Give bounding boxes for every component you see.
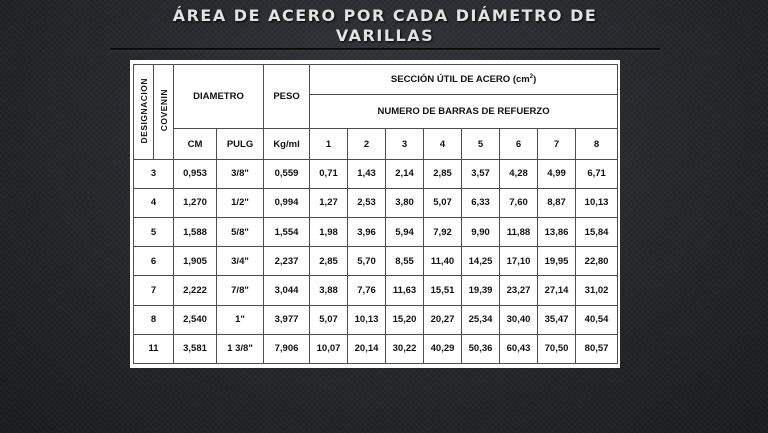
header-kg-ml: Kg/ml bbox=[264, 129, 310, 159]
cell-area: 3,57 bbox=[462, 159, 500, 188]
cell-area: 9,90 bbox=[462, 217, 500, 246]
cell-area: 2,85 bbox=[310, 247, 348, 276]
cell-area: 7,60 bbox=[500, 188, 538, 217]
rebar-table-panel bbox=[130, 60, 620, 368]
cell-area: 30,22 bbox=[386, 334, 424, 363]
cell-area: 70,50 bbox=[538, 334, 576, 363]
cell-area: 23,27 bbox=[500, 276, 538, 305]
table-row bbox=[134, 276, 618, 305]
cell-area: 6,33 bbox=[462, 188, 500, 217]
rebar-area-table bbox=[133, 64, 618, 364]
cell-area: 4,99 bbox=[538, 159, 576, 188]
cell-area: 19,39 bbox=[462, 276, 500, 305]
cell-cm: 1,588 bbox=[174, 217, 217, 246]
header-row-1 bbox=[134, 65, 618, 95]
table-row bbox=[134, 188, 618, 217]
header-bar-count: 5 bbox=[462, 129, 500, 159]
cell-pulg: 3/4" bbox=[217, 247, 264, 276]
cell-area: 11,40 bbox=[424, 247, 462, 276]
cell-area: 15,84 bbox=[576, 217, 618, 246]
header-bar-count: 6 bbox=[500, 129, 538, 159]
cell-area: 60,43 bbox=[500, 334, 538, 363]
header-bar-count: 2 bbox=[348, 129, 386, 159]
header-bar-count: 4 bbox=[424, 129, 462, 159]
cell-area: 5,70 bbox=[348, 247, 386, 276]
cell-area: 15,20 bbox=[386, 305, 424, 334]
cell-area: 19,95 bbox=[538, 247, 576, 276]
cell-pulg: 3/8" bbox=[217, 159, 264, 188]
cell-area: 7,92 bbox=[424, 217, 462, 246]
cell-designacion: 7 bbox=[134, 276, 174, 305]
cell-area: 3,80 bbox=[386, 188, 424, 217]
cell-area: 8,87 bbox=[538, 188, 576, 217]
cell-peso: 7,906 bbox=[264, 334, 310, 363]
cell-area: 20,14 bbox=[348, 334, 386, 363]
cell-area: 80,57 bbox=[576, 334, 618, 363]
cell-cm: 3,581 bbox=[174, 334, 217, 363]
cell-area: 1,43 bbox=[348, 159, 386, 188]
cell-area: 2,85 bbox=[424, 159, 462, 188]
cell-area: 1,27 bbox=[310, 188, 348, 217]
cell-area: 11,88 bbox=[500, 217, 538, 246]
cell-area: 7,76 bbox=[348, 276, 386, 305]
cell-area: 10,13 bbox=[576, 188, 618, 217]
header-designacion: DESIGNACION bbox=[134, 65, 154, 160]
cell-area: 25,34 bbox=[462, 305, 500, 334]
header-diametro: DIAMETRO bbox=[174, 65, 264, 129]
cell-peso: 1,554 bbox=[264, 217, 310, 246]
cell-area: 10,07 bbox=[310, 334, 348, 363]
cell-area: 31,02 bbox=[576, 276, 618, 305]
cell-pulg: 1/2" bbox=[217, 188, 264, 217]
cell-designacion: 8 bbox=[134, 305, 174, 334]
cell-area: 0,71 bbox=[310, 159, 348, 188]
cell-designacion: 5 bbox=[134, 217, 174, 246]
cell-area: 1,98 bbox=[310, 217, 348, 246]
cell-area: 10,13 bbox=[348, 305, 386, 334]
cell-area: 40,29 bbox=[424, 334, 462, 363]
cell-pulg: 1" bbox=[217, 305, 264, 334]
cell-area: 14,25 bbox=[462, 247, 500, 276]
cell-cm: 1,905 bbox=[174, 247, 217, 276]
cell-pulg: 7/8" bbox=[217, 276, 264, 305]
header-bar-count: 7 bbox=[538, 129, 576, 159]
cell-area: 6,71 bbox=[576, 159, 618, 188]
header-bar-count: 3 bbox=[386, 129, 424, 159]
header-row-3 bbox=[134, 129, 618, 159]
table-body bbox=[134, 65, 618, 364]
cell-area: 27,14 bbox=[538, 276, 576, 305]
cell-peso: 3,044 bbox=[264, 276, 310, 305]
cell-pulg: 5/8" bbox=[217, 217, 264, 246]
slide-title-line-2: VARILLAS bbox=[335, 26, 435, 45]
table-row bbox=[134, 159, 618, 188]
cell-cm: 2,540 bbox=[174, 305, 217, 334]
cell-designacion: 3 bbox=[134, 159, 174, 188]
cell-peso: 3,977 bbox=[264, 305, 310, 334]
cell-area: 22,80 bbox=[576, 247, 618, 276]
table-row bbox=[134, 217, 618, 246]
cell-cm: 2,222 bbox=[174, 276, 217, 305]
cell-area: 13,86 bbox=[538, 217, 576, 246]
cell-designacion: 6 bbox=[134, 247, 174, 276]
cell-area: 50,36 bbox=[462, 334, 500, 363]
table-row bbox=[134, 247, 618, 276]
cell-designacion: 4 bbox=[134, 188, 174, 217]
header-seccion-util: SECCIÓN ÚTIL DE ACERO $(cm^2)$ bbox=[310, 65, 618, 95]
cell-peso: 2,237 bbox=[264, 247, 310, 276]
table-row bbox=[134, 334, 618, 363]
cell-area: 2,14 bbox=[386, 159, 424, 188]
header-numero-barras: NUMERO DE BARRAS DE REFUERZO bbox=[310, 95, 618, 129]
cell-cm: 1,270 bbox=[174, 188, 217, 217]
header-pulg: PULG bbox=[217, 129, 264, 159]
cell-area: 11,63 bbox=[386, 276, 424, 305]
header-cm: CM bbox=[174, 129, 217, 159]
cell-area: 40,54 bbox=[576, 305, 618, 334]
slide-title bbox=[110, 6, 660, 46]
cell-cm: 0,953 bbox=[174, 159, 217, 188]
cell-peso: 0,994 bbox=[264, 188, 310, 217]
cell-pulg: 1 3/8" bbox=[217, 334, 264, 363]
cell-area: 5,07 bbox=[424, 188, 462, 217]
cell-area: 2,53 bbox=[348, 188, 386, 217]
cell-area: 5,07 bbox=[310, 305, 348, 334]
header-covenin: COVENIN bbox=[154, 65, 174, 160]
header-bar-count: 1 bbox=[310, 129, 348, 159]
cell-area: 30,40 bbox=[500, 305, 538, 334]
cell-designacion: 11 bbox=[134, 334, 174, 363]
cell-area: 20,27 bbox=[424, 305, 462, 334]
cell-peso: 0,559 bbox=[264, 159, 310, 188]
cell-area: 3,88 bbox=[310, 276, 348, 305]
header-bar-count: 8 bbox=[576, 129, 618, 159]
table-row bbox=[134, 305, 618, 334]
cell-area: 17,10 bbox=[500, 247, 538, 276]
title-divider bbox=[110, 48, 660, 50]
cell-area: 4,28 bbox=[500, 159, 538, 188]
slide-title-line-1: ÁREA DE ACERO POR CADA DIÁMETRO DE bbox=[172, 6, 598, 25]
cell-area: 15,51 bbox=[424, 276, 462, 305]
header-peso: PESO bbox=[264, 65, 310, 129]
cell-area: 35,47 bbox=[538, 305, 576, 334]
cell-area: 8,55 bbox=[386, 247, 424, 276]
cell-area: 5,94 bbox=[386, 217, 424, 246]
cell-area: 3,96 bbox=[348, 217, 386, 246]
